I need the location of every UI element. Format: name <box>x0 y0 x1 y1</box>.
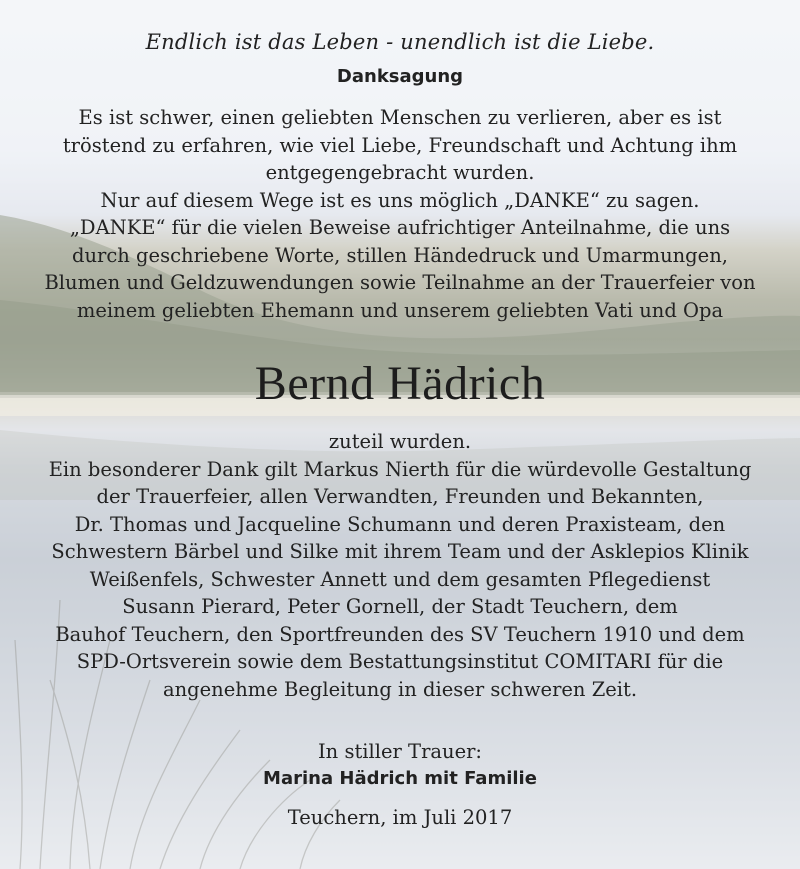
text-line: angenehme Begleitung in dieser schweren Zeit. <box>162 677 638 701</box>
signer-name: Marina Hädrich mit Familie <box>263 768 537 789</box>
text-line: tröstend zu erfahren, wie viel Liebe, Freundschaft und Achtung ihm <box>62 133 738 157</box>
heading-danksagung: Danksagung <box>336 66 464 87</box>
text-line: Weißenfels, Schwester Annett und dem gesamten Pflegedienst <box>89 567 711 591</box>
text-line: Es ist schwer, einen geliebten Menschen zu verlieren, aber es ist <box>78 106 722 129</box>
text-line: Nur auf diesem Wege ist es uns möglich „DANKE“ zu sagen. <box>100 188 700 212</box>
deceased-name: Bernd Hädrich <box>254 357 546 410</box>
text-line: meinem geliebten Ehemann und unserem geliebten Vati und Opa <box>76 298 724 322</box>
motto-line: Endlich ist das Leben - unendlich ist die Liebe. <box>145 30 655 54</box>
text-line: Susann Pierard, Peter Gornell, der Stadt Teuchern, dem <box>122 595 678 618</box>
text-line: zuteil wurden. <box>328 430 472 453</box>
text-line: Schwestern Bärbel und Silke mit ihrem Team und der Asklepios Klinik <box>51 540 749 563</box>
thanks-paragraph-1 <box>0 104 800 324</box>
text-line: durch geschriebene Worte, stillen Händedruck und Umarmungen, <box>72 243 728 267</box>
closing-block <box>0 738 800 792</box>
text-line: „DANKE“ für die vielen Beweise aufrichtiger Anteilnahme, die uns <box>69 216 731 239</box>
text-line: der Trauerfeier, allen Verwandten, Freunden und Bekannten, <box>96 485 704 508</box>
text-line: Bauhof Teuchern, den Sportfreunden des SV Teuchern 1910 und dem <box>55 622 745 646</box>
thanks-paragraph-2 <box>0 428 800 703</box>
text-line: Ein besonderer Dank gilt Markus Nierth für die würdevolle Gestaltung <box>48 457 752 481</box>
place-date: Teuchern, im Juli 2017 <box>287 806 513 829</box>
text-line: Blumen und Geldzuwendungen sowie Teilnahme an der Trauerfeier von <box>44 271 756 294</box>
closing-line: In stiller Trauer: <box>317 740 483 763</box>
text-line: SPD-Ortsverein sowie dem Bestattungsinstitut COMITARI für die <box>76 650 724 673</box>
text-line: entgegengebracht wurden. <box>265 161 535 184</box>
text-line: Dr. Thomas und Jacqueline Schumann und deren Praxisteam, den <box>74 512 726 536</box>
